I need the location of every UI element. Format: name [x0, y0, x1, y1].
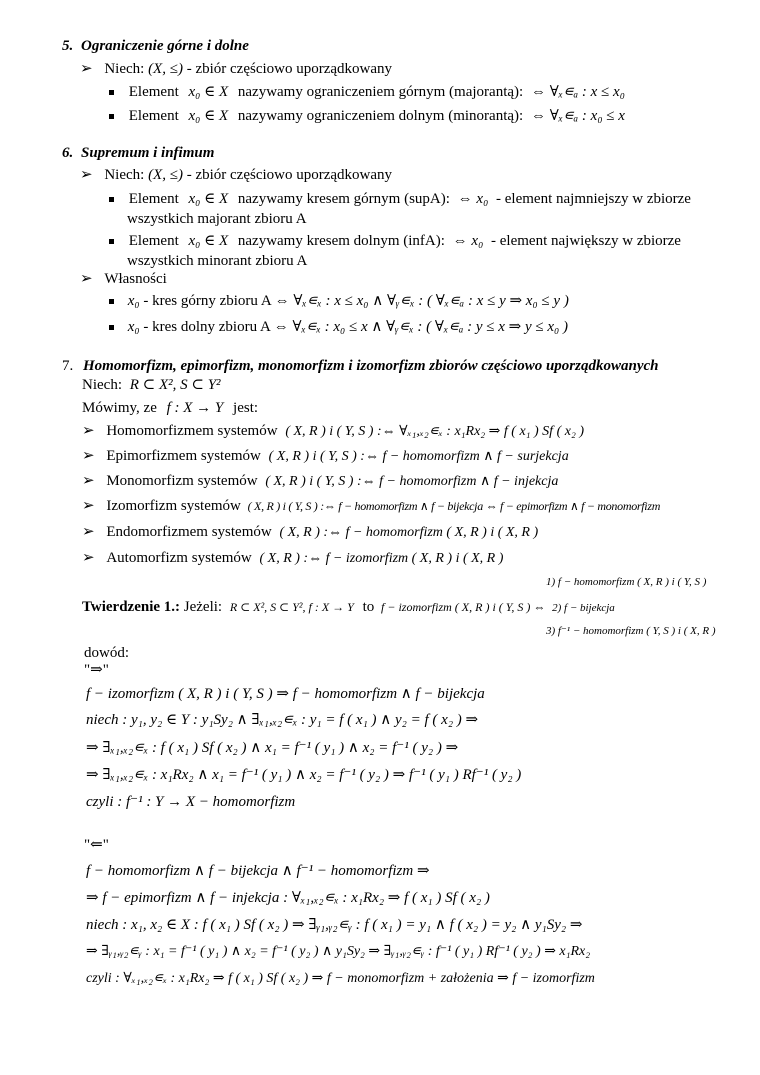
square-bullet-icon — [109, 197, 114, 202]
morphism-label: Izomorfizm systemów — [106, 498, 241, 514]
section-6-number: 6. — [62, 145, 74, 161]
morphism-math: ( X, R ) i ( Y, S ) :⇔ ∀ₓ₁,ₓ₂∊ₓ : x₁Rx₂ ⇒ f ( x₁ ) Sf ( x₂ ) — [285, 424, 584, 439]
bullet-text: Element — [128, 108, 179, 124]
square-bullet-icon — [109, 325, 114, 330]
section-6-title: Supremum i infimum — [81, 145, 215, 161]
niech-math: (X, ≤) — [148, 167, 183, 183]
property-math: ⇔ ∀ₓ∊ₓ : x ≤ x₀ ∧ ∀ᵧ∊ₓ : ( ∀ₓ∊ₐ : x ≤ y ⇒ x₀ ≤ y ) — [274, 293, 569, 309]
theorem-label: Twierdzenie 1.: — [82, 599, 181, 615]
arrow-bullet-icon: ➢ — [82, 423, 95, 439]
bullet-math: ⇔ x₀ — [452, 233, 484, 249]
jest-label: jest: — [233, 400, 259, 416]
section-6-bullet-2-cont: wszystkich minorant zbioru A — [127, 253, 308, 269]
bullet-math: ⇔ ∀ₓ∊ₐ : x₀ ≤ x — [530, 108, 625, 124]
proof-line: ⇒ f − epimorfizm ∧ f − injekcja : ∀ₓ₁,ₓ₂∊ₓ : x₁Rx₂ ⇒ f ( x₁ ) Sf ( x₂ ) — [86, 890, 490, 906]
mowimy-label: Mówimy, ze — [82, 400, 157, 416]
niech-math: R ⊂ X², S ⊂ Y² — [129, 377, 221, 393]
property-math: x₀ — [127, 319, 140, 335]
niech-math: (X, ≤) — [148, 61, 183, 77]
square-bullet-icon — [109, 239, 114, 244]
bullet-text: nazywamy kresem dolnym (infA): — [237, 233, 445, 249]
niech-text: - zbiór częściowo uporządkowany — [182, 61, 393, 77]
bullet-text: Element — [128, 84, 179, 100]
arrow-bullet-icon: ➢ — [80, 167, 93, 183]
niech-label: Niech: — [82, 377, 122, 393]
bullet-math: ⇔ ∀ₓ∊ₐ : x ≤ x₀ — [530, 84, 625, 100]
bullet-text: nazywamy ograniczeniem górnym (majorantą): — [237, 84, 524, 100]
property-2 — [109, 317, 568, 337]
property-math: ⇔ ∀ₓ∊ₓ : x₀ ≤ x ∧ ∀ᵧ∊ₓ : ( ∀ₓ∊ₐ : y ≤ x ⇒ y ≤ x₀ ) — [273, 319, 568, 335]
arrow-bullet-icon: ➢ — [82, 524, 95, 540]
proof-label: dowód: — [84, 645, 129, 661]
morphism-item — [82, 496, 660, 516]
wlasnosci-line — [80, 269, 167, 289]
arrow-bullet-icon: ➢ — [82, 448, 95, 464]
section-5-title: Ograniczenie górne i dolne — [81, 38, 249, 54]
square-bullet-icon — [109, 114, 114, 119]
section-5-niech-line — [80, 59, 392, 79]
bullet-math: x₀ ∈ X — [188, 84, 229, 100]
theorem-condition-3: 3) f⁻¹ − homomorfizm ( Y, S ) i ( X, R ) — [546, 625, 716, 637]
section-6-bullet-2 — [109, 231, 681, 251]
arrow-bullet-icon: ➢ — [80, 271, 93, 287]
niech-label: Niech: — [104, 167, 145, 183]
section-6-bullet-1 — [109, 189, 691, 209]
property-text: - kres dolny zbioru A — [139, 319, 274, 335]
bullet-text: Element — [128, 191, 179, 207]
theorem-to: to — [362, 599, 375, 615]
bullet-text: nazywamy kresem górnym (supA): — [237, 191, 450, 207]
proof-line: f − homomorfizm ∧ f − bijekcja ∧ f⁻¹ − homomorfizm ⇒ — [86, 863, 430, 879]
property-text: - kres górny zbioru A — [139, 293, 275, 309]
section-7-title: Homomorfizm, epimorfizm, monomorfizm i izomorfizm zbiorów częściowo uporządkowanych — [83, 358, 659, 374]
morphism-item — [82, 446, 569, 467]
section-5-bullet-2 — [109, 106, 625, 126]
section-6-heading — [62, 143, 214, 163]
section-7-mowimy — [82, 398, 258, 418]
theorem-jezeli: Jeżeli: — [183, 599, 223, 615]
proof-line: ⇒ ∃ᵧ₁,ᵧ₂∊ᵧ : x₁ = f⁻¹ ( y₁ ) ∧ x₂ = f⁻¹ ( y₂ ) ∧ y₁Sy₂ ⇒ ∃ᵧ₁,ᵧ₂∊ᵧ : f⁻¹ ( y₁ ) Rf⁻¹ ( y₂ ) ⇒ x₁Rx₂ — [86, 944, 591, 959]
morphism-math: ( X, R ) i ( Y, S ) :⇔ f − homomorfizm ∧ f − bijekcja ⇔ f − epimorfizm ∧ f − monomorfizm — [247, 499, 661, 513]
theorem-math: f − izomorfizm ( X, R ) i ( Y, S ) ⇔ — [381, 600, 546, 614]
bullet-text: - element najmniejszy w zbiorze — [496, 191, 691, 207]
proof-direction-2: "⇐" — [84, 837, 109, 853]
section-7-heading — [62, 356, 658, 376]
bullet-math: x₀ ∈ X — [188, 233, 229, 249]
morphism-label: Epimorfizmem systemów — [106, 448, 261, 464]
morphism-item — [82, 421, 584, 442]
bullet-text: Element — [128, 233, 179, 249]
morphism-item — [82, 548, 503, 569]
proof-line: ⇒ ∃ₓ₁,ₓ₂∊ₓ : f ( x₁ ) Sf ( x₂ ) ∧ x₁ = f⁻¹ ( y₁ ) ∧ x₂ = f⁻¹ ( y₂ ) ⇒ — [86, 740, 459, 756]
morphism-math: ( X, R ) i ( Y, S ) :⇔ f − homomorfizm ∧ f − surjekcja — [268, 449, 569, 464]
proof-line: ⇒ ∃ₓ₁,ₓ₂∊ₓ : x₁Rx₂ ∧ x₁ = f⁻¹ ( y₁ ) ∧ x₂ = f⁻¹ ( y₂ ) ⇒ f⁻¹ ( y₁ ) Rf⁻¹ ( y₂ ) — [86, 767, 522, 783]
proof-line: niech : y₁, y₂ ∈ Y : y₁Sy₂ ∧ ∃ₓ₁,ₓ₂∊ₓ : y₁ = f ( x₁ ) ∧ y₂ = f ( x₂ ) ⇒ — [86, 712, 479, 728]
section-6-bullet-1-cont: wszystkich majorant zbioru A — [127, 211, 307, 227]
morphism-math: ( X, R ) :⇔ f − izomorfizm ( X, R ) i ( X, R ) — [259, 551, 504, 566]
bullet-text: nazywamy ograniczeniem dolnym (minorantą): — [237, 108, 524, 124]
proof-line: f − izomorfizm ( X, R ) i ( Y, S ) ⇒ f − homomorfizm ∧ f − bijekcja — [86, 686, 485, 702]
square-bullet-icon — [109, 299, 114, 304]
section-6-niech-line — [80, 165, 392, 185]
morphism-item — [82, 522, 538, 543]
bullet-text: - element największy w zbiorze — [491, 233, 681, 249]
arrow-bullet-icon: ➢ — [82, 498, 95, 514]
morphism-item — [82, 471, 558, 492]
section-7-number: 7. — [62, 358, 74, 374]
morphism-math: ( X, R ) i ( Y, S ) :⇔ f − homomorfizm ∧ f − injekcja — [265, 474, 559, 489]
theorem-condition-2: 2) f − bijekcja — [552, 602, 615, 614]
proof-line: czyli : f⁻¹ : Y → X − homomorfizm — [86, 794, 296, 810]
niech-label: Niech: — [104, 61, 145, 77]
section-5-heading — [62, 36, 249, 56]
section-7-niech — [82, 375, 221, 395]
proof-direction-1: "⇒" — [84, 662, 109, 678]
bullet-math: ⇔ x₀ — [457, 191, 489, 207]
morphism-label: Automorfizm systemów — [106, 550, 252, 566]
theorem-condition-1: 1) f − homomorfizm ( X, R ) i ( Y, S ) — [546, 576, 707, 588]
theorem-math: R ⊂ X², S ⊂ Y², f : X → Y — [229, 600, 354, 614]
theorem-1 — [82, 597, 615, 618]
arrow-bullet-icon: ➢ — [82, 550, 95, 566]
proof-line: niech : x₁, x₂ ∈ X : f ( x₁ ) Sf ( x₂ ) ⇒ ∃ᵧ₁,ᵧ₂∊ᵧ : f ( x₁ ) = y₁ ∧ f ( x₂ ) = y₂ ∧ y₁Sy₂ ⇒ — [86, 917, 583, 933]
section-5-bullet-1 — [109, 82, 625, 102]
property-math: x₀ — [127, 293, 140, 309]
bullet-math: x₀ ∈ X — [188, 108, 229, 124]
square-bullet-icon — [109, 90, 114, 95]
niech-text: - zbiór częściowo uporządkowany — [182, 167, 393, 183]
mowimy-math: f : X → Y — [166, 400, 224, 416]
arrow-bullet-icon: ➢ — [82, 473, 95, 489]
wlasnosci-label: Własności — [104, 271, 167, 287]
morphism-label: Monomorfizm systemów — [106, 473, 258, 489]
bullet-math: x₀ ∈ X — [188, 191, 229, 207]
arrow-bullet-icon: ➢ — [80, 61, 93, 77]
property-1 — [109, 291, 569, 311]
section-5-number: 5. — [62, 38, 74, 54]
morphism-math: ( X, R ) :⇔ f − homomorfizm ( X, R ) i ( X, R ) — [279, 525, 539, 540]
proof-line: czyli : ∀ₓ₁,ₓ₂∊ₓ : x₁Rx₂ ⇒ f ( x₁ ) Sf ( x₂ ) ⇒ f − monomorfizm + założenia ⇒ f − izomorfizm — [86, 971, 595, 986]
morphism-label: Homomorfizmem systemów — [106, 423, 278, 439]
morphism-label: Endomorfizmem systemów — [106, 524, 272, 540]
